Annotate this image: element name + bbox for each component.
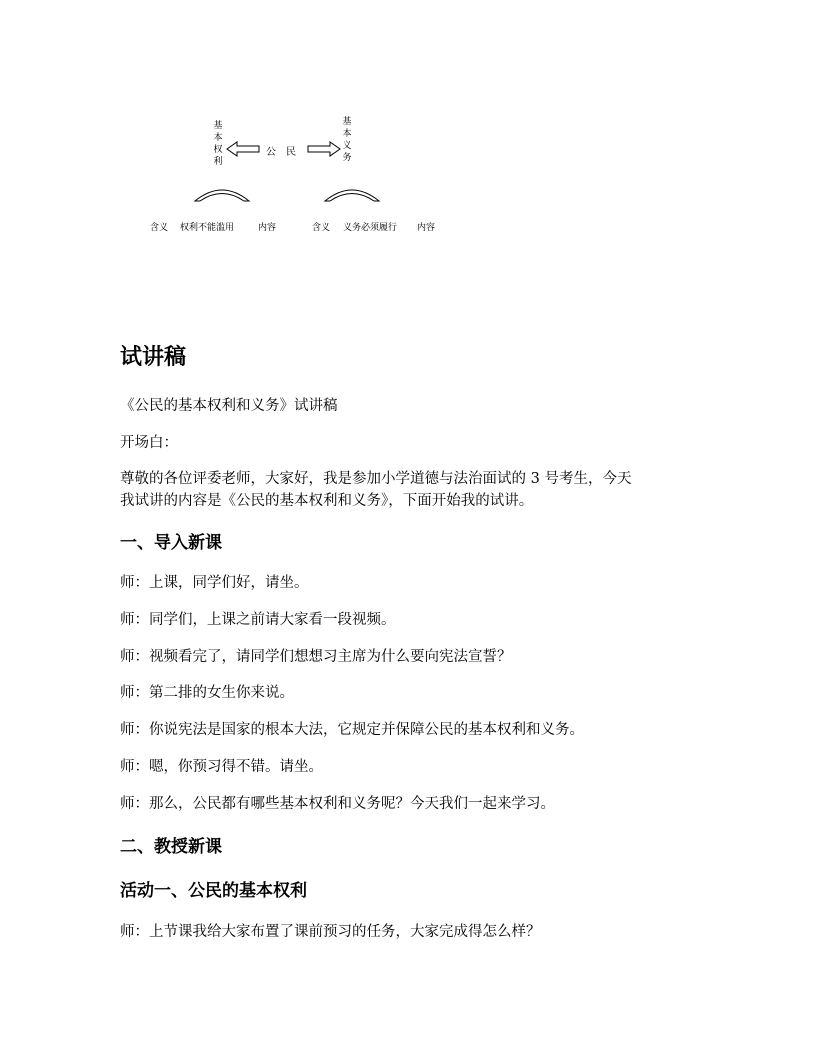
- right-meaning-label: 含义: [312, 223, 331, 233]
- dialogue-line: 师：第二排的女生你来说。: [120, 685, 294, 701]
- right-arrow-icon: [306, 140, 342, 158]
- dialogue-line: 师：上节课我给大家布置了课前预习的任务，大家完成得怎么样？: [120, 924, 541, 940]
- page-title: 试讲稿: [120, 345, 187, 370]
- left-meaning-label: 含义: [150, 223, 169, 233]
- rights-duties-diagram: [140, 110, 450, 240]
- activity-heading-1: 活动一、公民的基本权利: [120, 881, 307, 901]
- left-arrow-icon: [225, 140, 261, 158]
- right-char: 义: [342, 141, 352, 151]
- left-content-label: 权利不能滥用: [180, 223, 235, 233]
- left-arch-icon: [192, 183, 252, 203]
- left-char: 基: [213, 121, 223, 131]
- center-label: 公 民: [266, 147, 296, 158]
- right-content-label: 义务必须履行: [343, 223, 398, 233]
- left-char: 本: [213, 133, 223, 143]
- right-char: 基: [342, 117, 352, 127]
- dialogue-line: 师：视频看完了，请同学们想想习主席为什么要向宪法宣誓？: [120, 649, 512, 665]
- right-inner-label: 内容: [417, 223, 436, 233]
- right-char: 务: [342, 153, 352, 163]
- dialogue-line: 师：嗯，你预习得不错。请坐。: [120, 759, 323, 775]
- dialogue-line: 师：上课，同学们好，请坐。: [120, 575, 309, 591]
- dialogue-line: 师：那么，公民都有哪些基本权利和义务呢？今天我们一起来学习。: [120, 796, 555, 812]
- opening-line-2: 我试讲的内容是《公民的基本权利和义务》，下面开始我的试讲。: [120, 493, 534, 509]
- section-heading-2: 二、教授新课: [120, 837, 222, 857]
- left-char: 利: [213, 157, 223, 167]
- opening-label: 开场白：: [120, 435, 178, 451]
- left-char: 权: [213, 145, 223, 155]
- left-vertical-label: [213, 120, 223, 168]
- dialogue-line: 师：同学们，上课之前请大家看一段视频。: [120, 612, 396, 628]
- right-vertical-label: [342, 116, 352, 164]
- dialogue-line: 师：你说宪法是国家的根本大法，它规定并保障公民的基本权利和义务。: [120, 722, 584, 738]
- section-heading-1: 一、导入新课: [120, 533, 222, 553]
- opening-line-1: 尊敬的各位评委老师，大家好，我是参加小学道德与法治面试的 3 号考生，今天: [120, 471, 632, 487]
- subtitle: 《公民的基本权利和义务》试讲稿: [120, 398, 338, 414]
- right-arch-icon: [322, 183, 382, 203]
- left-inner-label: 内容: [258, 223, 277, 233]
- right-char: 本: [342, 129, 352, 139]
